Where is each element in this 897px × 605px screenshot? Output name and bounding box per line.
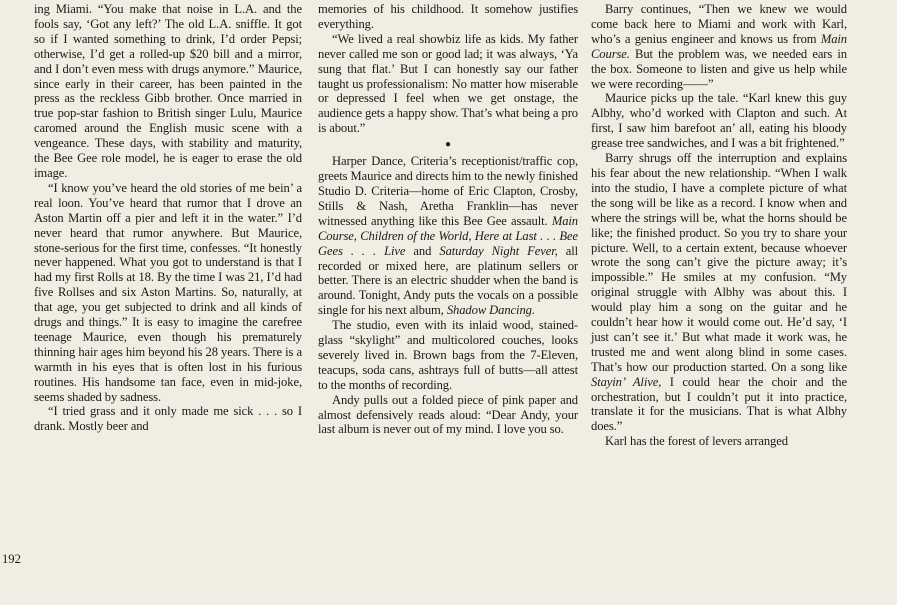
- paragraph: “I tried grass and it only made me sick . . . so I drank. Mostly beer and: [34, 404, 302, 434]
- paragraph: memories of his childhood. It somehow justifies everything.: [318, 2, 578, 31]
- paragraph-text: all recorded or mixed here, are platinum sellers or better. There is an electric shudder when the band is around. Tonight, Andy puts the vocals on a possible single for his next album,: [318, 243, 579, 318]
- paragraph: [318, 154, 578, 318]
- album-titles-italic: Main Course, Children of the World, Here at Last . . . Bee Gees . . . Live: [318, 213, 578, 258]
- paragraph-text: Barry continues, “Then we knew we would come back here to Miami and work with Karl, who’s a genius engineer and knows us from: [591, 2, 847, 46]
- paragraph: Karl has the forest of levers arranged: [605, 434, 788, 449]
- song-title-italic: Stayin’ Alive,: [591, 374, 662, 389]
- album-title-italic: Saturday Night Fever,: [439, 243, 558, 258]
- paragraph: The studio, even with its inlaid wood, stained-glass “skylight” and multicolored couches, looks severely lived in. Brown bags from the 7-Eleven, teacups, soda cans, ashtrays full of butts—all attest to the months of recording.: [318, 318, 578, 392]
- paragraph-text: and: [405, 243, 440, 258]
- paragraph: [591, 151, 847, 434]
- album-title-italic: Shadow Dancing.: [446, 303, 535, 318]
- text-column-right: [591, 2, 847, 449]
- text-column-left: [34, 2, 302, 434]
- paragraph: Andy pulls out a folded piece of pink paper and almost defensively reads aloud: “Dear Andy, your last album is never out of my mind. I love you so.: [318, 392, 578, 437]
- paragraph-text: But the problem was, we needed ears in the box. Someone to listen and give us help while we were recording——”: [591, 46, 847, 91]
- paragraph: “I know you’ve heard the old stories of me bein’ a real loon. You’ve heard that rumor that I drove an Aston Martin off a pier and left it in the water.” I’d never heard that rumor anywhere. But Maurice, stone-serious for the first time, confesses. “It honestly never happened. What you got to understand is that I had my first Rolls at 18. By the time I was 21, I’d had five Rollses and six Aston Martins. So, naturally, at that age, you get subjected to drink and all kinds of drugs and things.” It is easy to imagine the carefree teenage Maurice, even though his prematurely thinning hair ages him beyond his 28 years. There is a warmth in his eyes that is often lost in his furious routines. His handsome tan face, even in mid-joke, seems shaded by sadness.: [34, 180, 302, 404]
- paragraph-text: I could hear the choir and the orchestration, but I couldn’t put it into practice, translate it for the musicians. That is what Albhy does.”: [591, 374, 847, 434]
- paragraph-text: Harper Dance, Criteria’s receptionist/traffic cop, greets Maurice and directs him to the newly finished Studio D. Criteria—home of Eric Clapton, Crosby, Stills & Nash, Aretha Franklin—has never witnessed anything like this Bee Gee assault.: [318, 154, 578, 228]
- paragraph: Maurice picks up the tale. “Karl knew this guy Albhy, who’d worked with Clapton and such. At first, I saw him barefoot an’ all, eating his bloody grease tree sandwiches, and I was a bit frightened.”: [591, 91, 847, 151]
- section-separator-bullet: ●: [445, 139, 451, 151]
- paragraph: [591, 2, 847, 91]
- page-number: 192: [2, 552, 21, 566]
- paragraph: “We lived a real showbiz life as kids. My father never called me son or good lad; it was always, ‘Ya sung that flat.’ But I can honestly say our father taught us professionalism: No matter how miserable or depressed I feel when we get onstage, the audience gets a happy show. That’s what being a pro is about.”: [318, 31, 578, 136]
- text-column-middle: [318, 2, 578, 437]
- album-title-italic: Main Course.: [591, 31, 847, 61]
- paragraph-text: Barry shrugs off the interruption and explains his fear about the new relationship. “When I walk into the studio, I have a complete picture of what the song will be like as a record. I know when and where the strings will be, what the horns should be like; the finished product. So you try to share your picture. Well, to a certain extent, because whoever wrote the song can’t give the picture away; it’s impossible.” He smiles at my confusion. “My original struggle with Albhy was about this. I would play him a song on the guitar and he couldn’t hear how it would come out. He’d say, ‘I just can’t see it.’ But what made it work was, he trusted me and went along blind in some cases. That’s how our production started. On a song like: [591, 151, 847, 374]
- paragraph: ing Miami. “You make that noise in L.A. and the fools say, ‘Got any left?’ The old L.A. sniffle. It got so if I wanted something to drink, I’d order Pepsi; otherwise, I’d get a rolled-up $20 bill and a mirror, and I don’t even mess with drugs anymore.” Maurice, since early in their career, has been painted in the press as the reckless Gibb brother. Once married in true pop-star fashion to British singer Lulu, Maurice caromed around the English music scene with a vengeance. These days, with stability and maturity, the Bee Gee role model, he is eager to erase the old image.: [34, 2, 302, 180]
